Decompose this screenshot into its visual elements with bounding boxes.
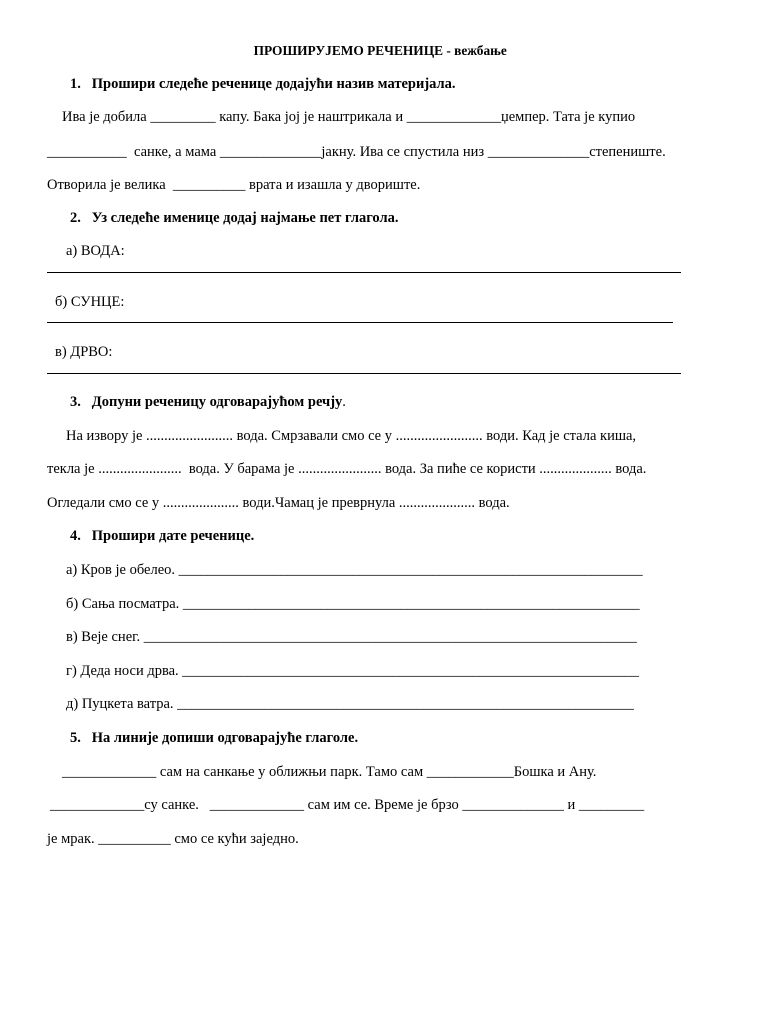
task1-line-1: Ива је добила _________ капу. Бака јој је наштрикала и _____________џемпер. Тата је купио	[62, 109, 636, 125]
task4-item-d: д) Пуцкета ватра. _______________________________________________________________	[66, 696, 634, 712]
task5-heading: 5. На линије допиши одговарајуће глаголе.	[70, 730, 359, 746]
task2-item-voda: а) ВОДА:	[66, 243, 125, 259]
task1-heading: 1. Прошири следеће реченице додајући назив материјала.	[70, 76, 456, 92]
task4-item-a: а) Кров је обелео. ________________________________________________________________	[66, 562, 643, 578]
task2-heading: 2. Уз следеће именице додај најмање пет глагола.	[70, 210, 399, 226]
task1-line-3: Отворила је велика __________ врата и изашла у двориште.	[47, 177, 421, 193]
task4-item-b: б) Сања посматра. _______________________________________________________________	[66, 596, 640, 612]
task5-line-2: _____________су санке. _____________ сам им се. Време је брзо ______________ и _________	[50, 797, 645, 813]
task5-line-3: је мрак. __________ смо се кући заједно.	[47, 831, 299, 847]
answer-line	[47, 322, 673, 323]
task2-item-drvo: в) ДРВО:	[55, 344, 113, 360]
page-title: ПРОШИРУЈЕМО РЕЧЕНИЦЕ - вежбање	[253, 43, 507, 58]
task4-item-g: г) Деда носи дрва. _______________________________________________________________	[66, 663, 640, 679]
task3-line-1: На извору је ........................ вода. Смрзавали смо се у ........................ води. Кад је стала киша,	[66, 428, 637, 444]
task4-heading: 4. Прошири дате реченице.	[70, 528, 255, 544]
task3-line-3: Огледали смо се у ..................... води.Чамац је преврнула ..................... вода.	[47, 495, 510, 511]
task3-heading-period: .	[342, 394, 346, 410]
task3-heading: 3. Допуни реченицу одговарајућом речју	[70, 394, 343, 410]
task5-line-1: _____________ сам на санкање у оближњи парк. Тамо сам ____________Бошка и Ану.	[62, 764, 597, 780]
task4-item-v: в) Веје снег. ____________________________________________________________________	[66, 629, 637, 645]
task1-line-2: ___________ санке, а мама ______________јакну. Ива се спустила низ ______________степениште.	[47, 144, 666, 160]
answer-line	[47, 373, 681, 374]
task3-line-2: текла је ....................... вода. У барама је ....................... вода. За пиће се користи .................... вода.	[47, 461, 647, 477]
task3-heading-row	[70, 393, 346, 411]
answer-line	[47, 272, 681, 273]
task2-item-sunce: б) СУНЦЕ:	[55, 294, 125, 310]
